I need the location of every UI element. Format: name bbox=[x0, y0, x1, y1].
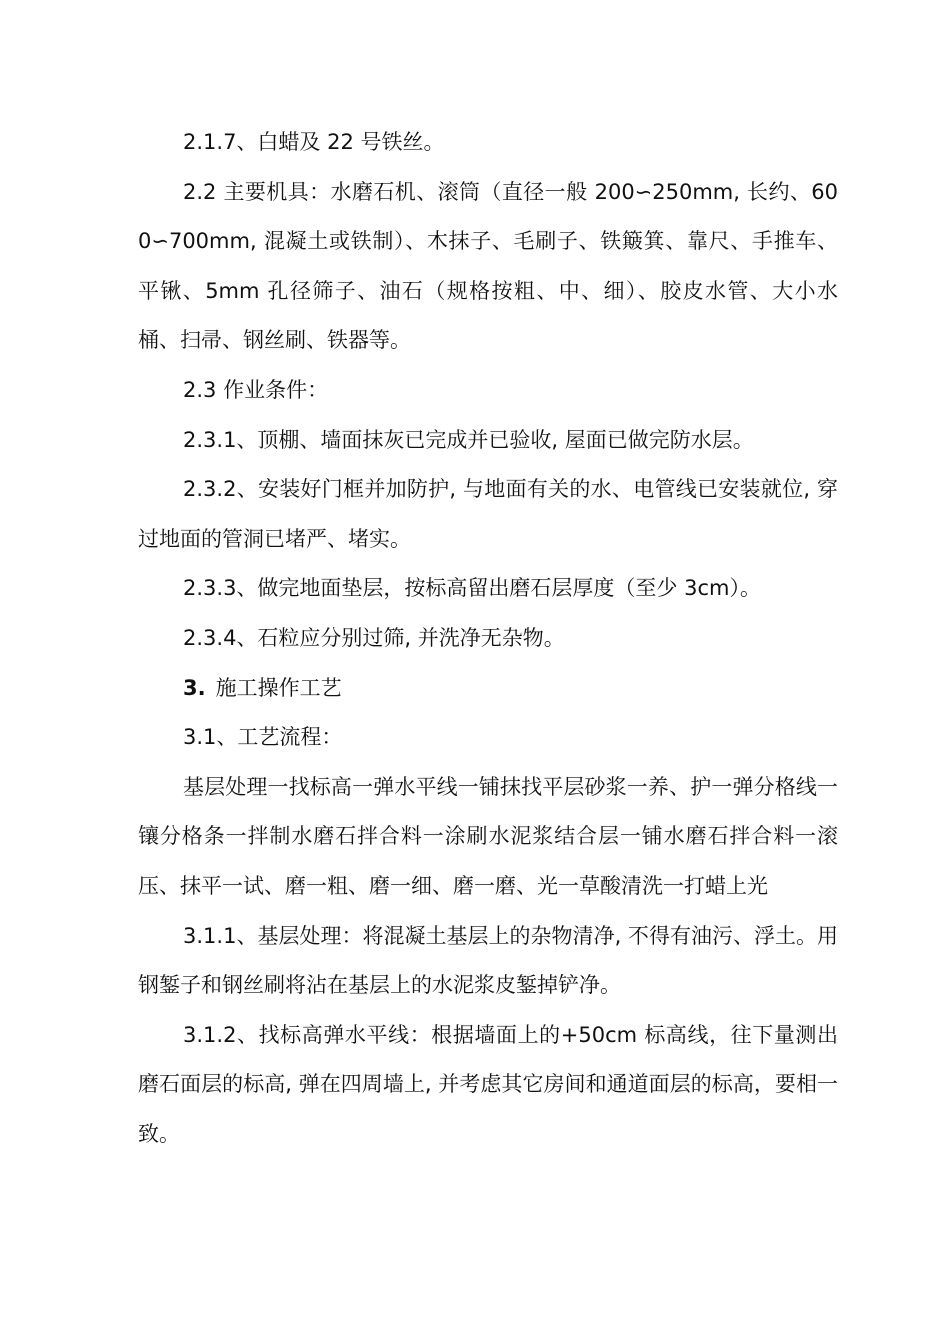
section-heading-3 bbox=[138, 664, 838, 714]
paragraph-process-flow: 基层处理一找标高一弹水平线一铺抹找平层砂浆一养、护一弹分格线一镶分格条一拌制水磨石拌合料一涂刷水泥浆结合层一铺水磨石拌合料一滚压、抹平一试、磨一粗、磨一细、磨一磨、光一草酸清洗一打蜡上光 bbox=[138, 774, 838, 898]
paragraph-3-1: 3.1、工艺流程： bbox=[183, 725, 343, 750]
paragraph-3-1-1: 3.1.1、基层处理：将混凝土基层上的杂物清净, 不得有油污、浮土。用钢錾子和钢丝刷将沾在基层上的水泥浆皮錾掉铲净。 bbox=[138, 923, 838, 998]
document-body bbox=[138, 118, 838, 1159]
paragraph-main-tools: 2.2 主要机具：水磨石机、滚筒（直径一般 200∽250mm, 长约、600∽700mm, 混凝土或铁制）、木抹子、毛刷子、铁簸箕、靠尺、手推车、平锹、5mm 孔径筛子、油石（规格按粗、中、细）、胶皮水管、大小水桶、扫帚、钢丝刷、铁器等。 bbox=[138, 179, 838, 353]
paragraph-2-3-4: 2.3.4、石粒应分别过筛, 并洗净无杂物。 bbox=[183, 625, 565, 650]
paragraph-2-1-7: 2.1.7、白蜡及 22 号铁丝。 bbox=[183, 130, 445, 154]
paragraph-2-3-2: 2.3.2、安装好门框并加防护, 与地面有关的水、电管线已安装就位, 穿过地面的管洞已堵严、堵实。 bbox=[138, 477, 838, 551]
section-title: 施工操作工艺 bbox=[215, 675, 342, 700]
paragraph-2-3-1: 2.3.1、顶棚、墙面抹灰已完成并已验收, 屋面已做完防水层。 bbox=[183, 427, 754, 452]
paragraph-2-3-3: 2.3.3、做完地面垫层，按标高留出磨石层厚度（至少 3cm）。 bbox=[183, 576, 761, 601]
paragraph-3-1-2: 3.1.2、找标高弹水平线：根据墙面上的+50cm 标高线，往下量测出磨石面层的标高, 弹在四周墙上, 并考虑其它房间和通道面层的标高，要相一致。 bbox=[138, 1022, 838, 1146]
section-number: 3. bbox=[183, 675, 206, 700]
paragraph-work-conditions: 2.3 作业条件： bbox=[183, 377, 329, 402]
